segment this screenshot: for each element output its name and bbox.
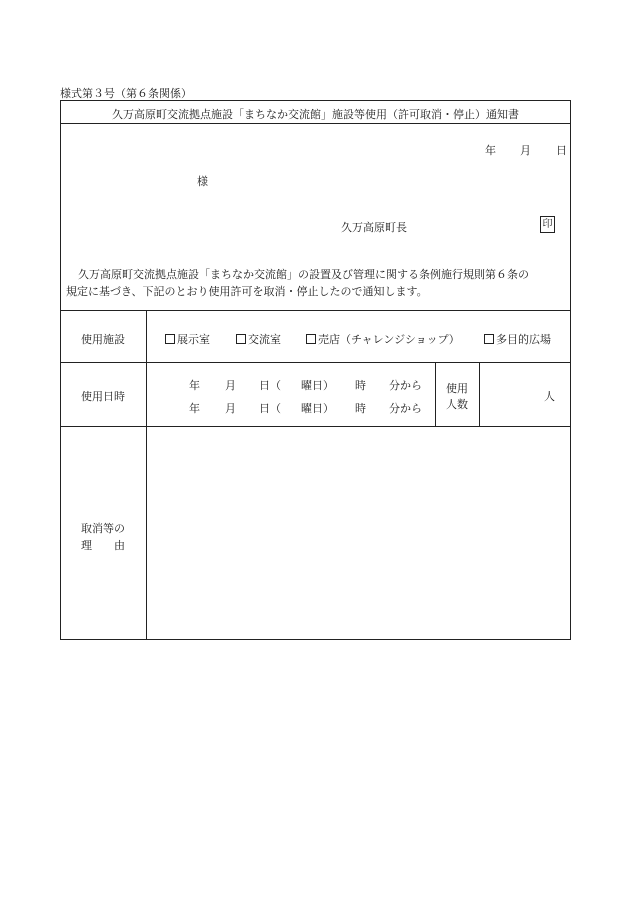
facility-label: 使用施設 bbox=[81, 333, 125, 346]
facility-option-shop[interactable]: 売店（チャレンジショップ） bbox=[306, 331, 460, 347]
facility-divider bbox=[60, 362, 571, 363]
people-label-line-1: 使用 bbox=[446, 382, 468, 395]
body-divider bbox=[60, 310, 571, 311]
checkbox-icon bbox=[165, 334, 175, 344]
facility-option-exchange-room[interactable]: 交流室 bbox=[236, 331, 281, 347]
datetime-row1-weekday: 曜日） bbox=[301, 379, 334, 392]
form-number: 様式第３号（第６条関係） bbox=[60, 87, 192, 100]
checkbox-icon bbox=[306, 334, 316, 344]
issuer-name: 久万高原町長 bbox=[341, 221, 407, 234]
datetime-label: 使用日時 bbox=[81, 390, 125, 403]
facility-option-exhibition[interactable]: 展示室 bbox=[165, 331, 210, 347]
body-text-line-2: 規定に基づき、下記のとおり使用許可を取消・停止したので通知します。 bbox=[66, 285, 428, 298]
datetime-row1-day: 日（ bbox=[259, 379, 281, 392]
datetime-row2-hour: 時 bbox=[355, 402, 366, 415]
checkbox-icon bbox=[484, 334, 494, 344]
datetime-row2-year: 年 bbox=[189, 402, 200, 415]
date-day: 日 bbox=[556, 144, 567, 157]
datetime-row2-minute: 分から bbox=[389, 402, 422, 415]
reason-text-area[interactable] bbox=[148, 428, 569, 638]
seal-mark: 印 bbox=[540, 216, 555, 233]
reason-label-line-1: 取消等の bbox=[81, 522, 125, 535]
datetime-row1-month: 月 bbox=[225, 379, 236, 392]
people-unit: 人 bbox=[544, 390, 555, 403]
datetime-row2-day: 日（ bbox=[259, 402, 281, 415]
label-column-divider bbox=[146, 310, 147, 640]
datetime-row1-year: 年 bbox=[189, 379, 200, 392]
datetime-row2-month: 月 bbox=[225, 402, 236, 415]
body-text-line-1: 久万高原町交流拠点施設「まちなか交流館」の設置及び管理に関する条例施行規則第６条の bbox=[78, 268, 529, 281]
datetime-row1-hour: 時 bbox=[355, 379, 366, 392]
datetime-row2-weekday: 曜日） bbox=[301, 402, 334, 415]
people-label-divider-left bbox=[435, 362, 436, 426]
reason-label-line-2: 理 由 bbox=[81, 539, 125, 552]
facility-option-plaza[interactable]: 多目的広場 bbox=[484, 331, 551, 347]
form-title: 久万高原町交流拠点施設「まちなか交流館」施設等使用（許可取消・停止）通知書 bbox=[112, 108, 519, 121]
date-year: 年 bbox=[485, 144, 496, 157]
people-label-line-2: 人数 bbox=[446, 398, 468, 411]
checkbox-icon bbox=[236, 334, 246, 344]
date-month: 月 bbox=[520, 144, 531, 157]
people-label-divider-right bbox=[479, 362, 480, 426]
title-divider bbox=[60, 123, 571, 124]
datetime-row1-minute: 分から bbox=[389, 379, 422, 392]
addressee-suffix: 様 bbox=[197, 175, 208, 188]
datetime-divider bbox=[60, 426, 571, 427]
